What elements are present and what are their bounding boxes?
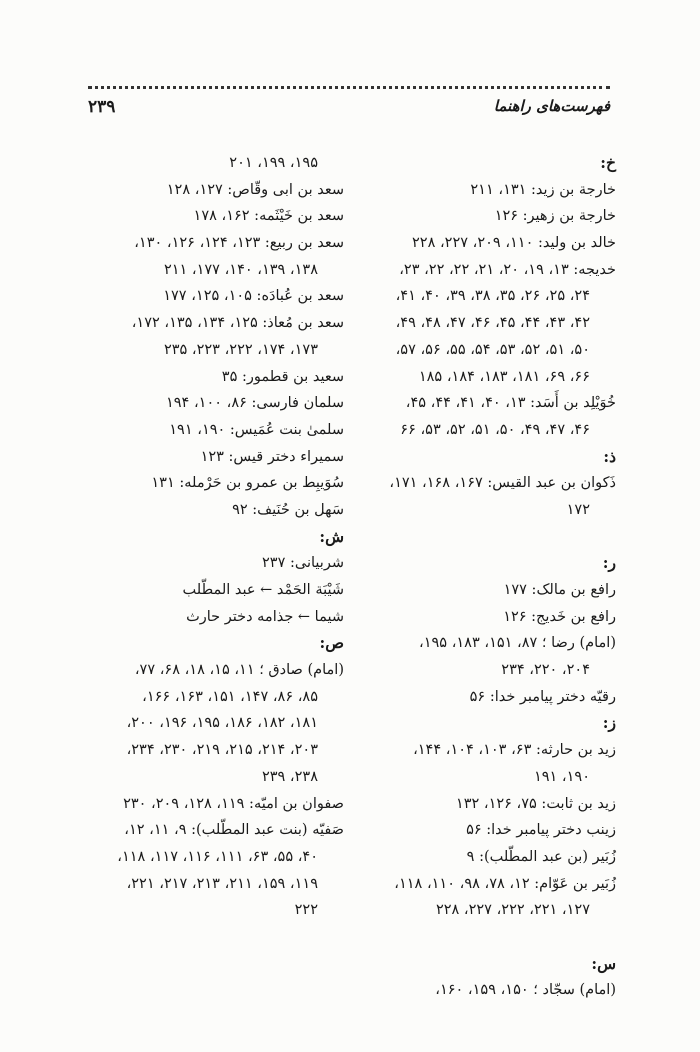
index-entry: سعد بن ربيع: ۱۲۳، ۱۲۴، ۱۲۶، ۱۳۰،: [134, 235, 344, 252]
running-title: فهرست‌های راهنما: [493, 97, 610, 115]
index-entry: (امام) رضا ؛ ۸۷، ۱۵۱، ۱۸۳، ۱۹۵،: [419, 635, 616, 652]
index-entry: سلمان فارسی: ۸۶، ۱۰۰، ۱۹۴: [165, 395, 344, 412]
index-entry: ذَكوان بن عبد القيس: ۱۶۷، ۱۶۸، ۱۷۱،: [389, 475, 616, 492]
index-entry-continuation: ۲۳۸، ۲۳۹: [261, 768, 318, 785]
index-entry: زيد بن ثابت: ۷۵، ۱۲۶، ۱۳۲: [455, 795, 616, 812]
index-entry-continuation: ۴۰، ۵۵، ۶۳، ۱۱۱، ۱۱۶، ۱۱۷، ۱۱۸،: [117, 848, 318, 865]
index-entry: زُبَير بن عَوّام: ۱۲، ۷۸، ۹۸، ۱۱۰، ۱۱۸،: [394, 875, 616, 892]
index-entry: خديجه: ۱۳، ۱۹، ۲۰، ۲۱، ۲۲، ۲۲، ۲۳،: [399, 261, 616, 278]
index-entry: سَهل بن حُنَيف: ۹۲: [232, 501, 344, 518]
index-entry-continuation: ۱۷۲: [566, 501, 590, 518]
page-header: [88, 97, 610, 123]
page-number: ۲۳۹: [88, 97, 116, 117]
index-entry-continuation: ۱۹۰، ۱۹۱: [533, 768, 590, 785]
index-spacer: [354, 524, 616, 551]
index-entry: سعد بن ابی وقّاص: ۱۲۷، ۱۲۸: [166, 181, 344, 198]
index-letter-heading: ص:: [319, 633, 344, 653]
index-entry: شربيانی: ۲۳۷: [262, 555, 344, 572]
index-entry: شَيْبَة الحَمْد ← عبد المطّلب: [182, 582, 344, 598]
index-entry: (امام) صادق ؛ ۱۱، ۱۵، ۱۸، ۶۸، ۷۷،: [134, 662, 344, 679]
index-entry-continuation: ۱۱۹، ۱۵۹، ۲۱۱، ۲۱۳، ۲۱۷، ۲۲۱،: [126, 875, 318, 892]
index-spacer: [354, 924, 616, 951]
index-entry: صَفيّه (بنت عبد المطّلب): ۹، ۱۱، ۱۲،: [124, 822, 344, 839]
index-entry: (امام) سجّاد ؛ ۱۵۰، ۱۵۹، ۱۶۰،: [435, 982, 616, 999]
index-entry: سميراء دختر قيس: ۱۲۳: [200, 448, 344, 465]
index-entry-continuation: ۱۷۳، ۱۷۴، ۲۲۲، ۲۲۳، ۲۳۵: [163, 341, 318, 358]
index-entry: زيد بن حارثه: ۶۳، ۱۰۳، ۱۰۴، ۱۴۴،: [413, 742, 616, 759]
index-entry-continuation: ۲۰۳، ۲۱۴، ۲۱۵، ۲۱۹، ۲۳۰، ۲۳۴،: [126, 742, 318, 759]
index-entry-continuation: ۱۹۵، ۱۹۹، ۲۰۱: [229, 155, 318, 171]
index-entry: رافع بن خَديج: ۱۲۶: [503, 608, 616, 625]
index-entry: سلمیٰ بنت عُمَيس: ۱۹۰، ۱۹۱: [169, 421, 344, 438]
index-letter-heading: ز:: [602, 713, 616, 733]
index-entry: زينب دختر پيامبر خدا: ۵۶: [466, 822, 616, 839]
index-entry: زُبَير (بن عبد المطّلب): ۹: [466, 848, 616, 865]
index-entry: سعد بن مُعاذ: ۱۲۵، ۱۳۴، ۱۳۵، ۱۷۲،: [131, 315, 344, 332]
header-dotted-rule: [88, 86, 610, 89]
index-entry-continuation: ۴۶، ۴۷، ۴۹، ۵۰، ۵۱، ۵۲، ۵۳، ۶۶: [400, 421, 590, 438]
index-entry-continuation: ۱۲۷، ۲۲۱، ۲۲۲، ۲۲۷، ۲۲۸: [435, 902, 590, 919]
index-entry: رافع بن مالک: ۱۷۷: [503, 582, 616, 598]
index-letter-heading: خ:: [600, 153, 616, 172]
index-columns: [80, 150, 616, 1040]
index-entry: سعد بن عُبادَه: ۱۰۵، ۱۲۵، ۱۷۷: [163, 288, 344, 305]
index-entry: خارجة بن زهير: ۱۲۶: [494, 208, 616, 225]
index-entry-continuation: ۲۰۴، ۲۲۰، ۲۳۴: [501, 662, 590, 679]
index-entry-continuation: ۲۴، ۲۵، ۲۶، ۳۵، ۳۸، ۳۹، ۴۰، ۴۱،: [395, 288, 590, 305]
index-entry: شيما ← جذامه دختر حارث: [186, 608, 344, 625]
index-entry: صفوان بن اميّه: ۱۱۹، ۱۲۸، ۲۰۹، ۲۳۰: [123, 795, 344, 812]
index-entry: رقيّه دختر پيامبر خدا: ۵۶: [469, 688, 616, 705]
index-entry-continuation: ۱۳۸، ۱۳۹، ۱۴۰، ۱۷۷، ۲۱۱: [163, 261, 318, 278]
index-entry-continuation: ۶۶، ۶۹، ۱۸۱، ۱۸۳، ۱۸۴، ۱۸۵: [418, 368, 590, 385]
index-entry: خارجة بن زيد: ۱۳۱، ۲۱۱: [470, 181, 616, 198]
index-entry: سعد بن خَيْثَمه: ۱۶۲، ۱۷۸: [193, 208, 344, 225]
index-entry: سُوَيبِط بن عمرو بن حَرْمله: ۱۳۱: [151, 475, 344, 492]
index-entry: خالد بن وليد: ۱۱۰، ۲۰۹، ۲۲۷، ۲۲۸: [412, 235, 616, 252]
index-letter-heading: ذ:: [603, 446, 616, 466]
index-column-left: [80, 150, 344, 924]
index-entry-continuation: ۴۲، ۴۳، ۴۴، ۴۵، ۴۶، ۴۷، ۴۸، ۴۹،: [395, 315, 590, 332]
index-entry: سعيد بن قطمور: ۳۵: [221, 368, 344, 385]
index-column-right: [354, 150, 616, 1004]
index-entry-continuation: ۸۵، ۸۶، ۱۴۷، ۱۵۱، ۱۶۳، ۱۶۶،: [142, 688, 318, 705]
index-entry: خُوَيْلِد بن أَسَد: ۱۳، ۴۰، ۴۱، ۴۴، ۴۵،: [405, 395, 616, 412]
index-letter-heading: س:: [591, 953, 616, 973]
index-letter-heading: ر:: [602, 553, 616, 573]
index-entry-continuation: ۲۲۲: [294, 902, 318, 919]
index-entry-continuation: ۱۸۱، ۱۸۲، ۱۸۶، ۱۹۵، ۱۹۶، ۲۰۰،: [126, 715, 318, 732]
index-entry-continuation: ۵۰، ۵۱، ۵۲، ۵۳، ۵۴، ۵۵، ۵۶، ۵۷،: [395, 341, 590, 358]
index-letter-heading: ش:: [319, 526, 344, 546]
